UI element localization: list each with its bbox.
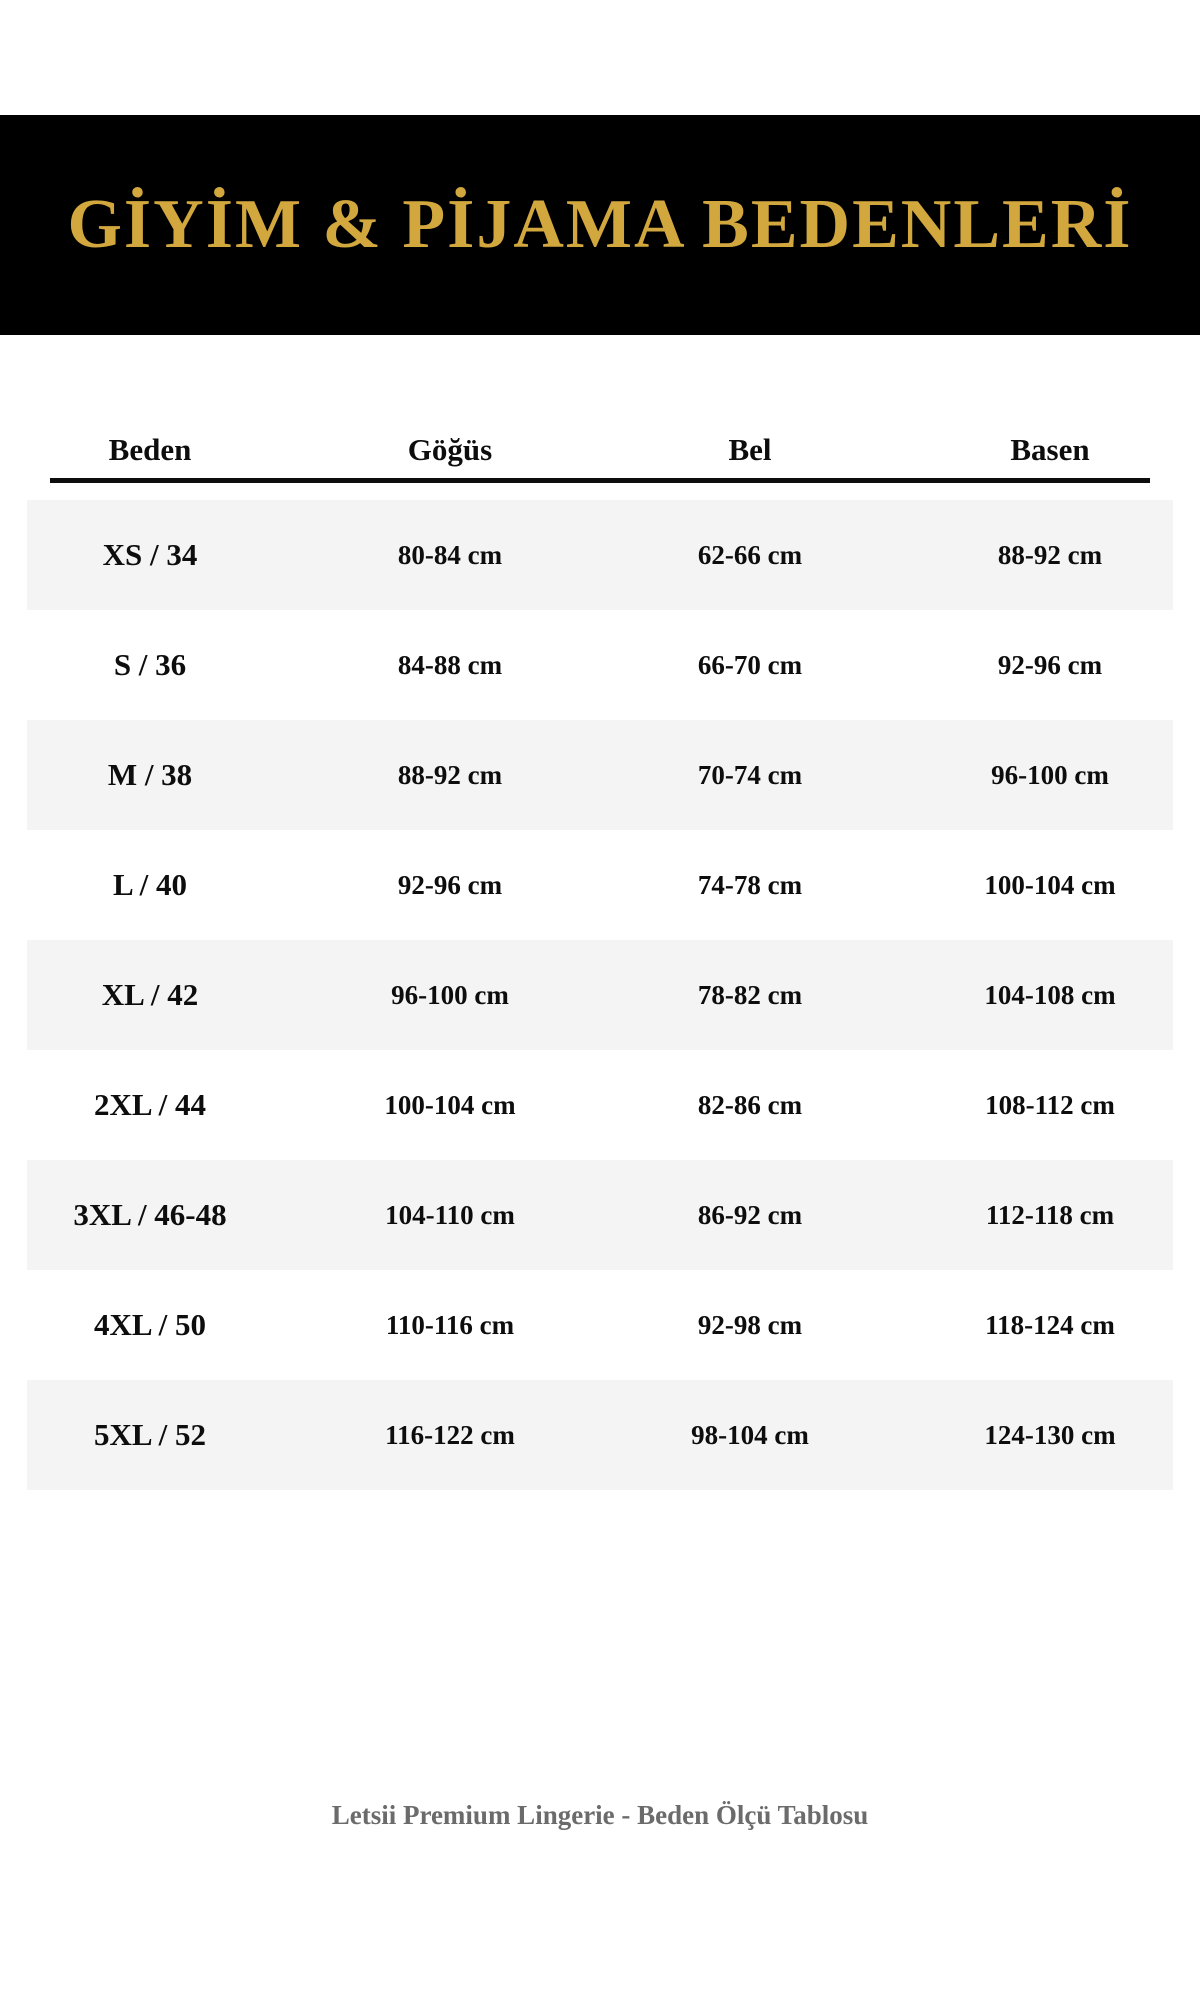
waist-cell: 74-78 cm bbox=[697, 869, 803, 900]
size-cell: 4XL / 50 bbox=[94, 1307, 206, 1342]
chest-cell: 92-96 cm bbox=[397, 869, 503, 900]
column-header-chest: Göğüs bbox=[407, 432, 493, 467]
table-row bbox=[0, 610, 1200, 720]
size-cell: M / 38 bbox=[107, 757, 193, 792]
waist-cell: 82-86 cm bbox=[697, 1089, 803, 1120]
table-header-row bbox=[0, 425, 1200, 475]
table-row bbox=[0, 1380, 1200, 1490]
waist-cell: 98-104 cm bbox=[691, 1419, 809, 1450]
table-row bbox=[0, 1270, 1200, 1380]
waist-cell: 62-66 cm bbox=[697, 539, 803, 570]
size-cell: 2XL / 44 bbox=[94, 1087, 206, 1122]
size-cell: XS / 34 bbox=[102, 537, 198, 572]
size-table-body bbox=[0, 500, 1200, 1490]
hips-cell: 88-92 cm bbox=[997, 539, 1103, 570]
chest-cell: 96-100 cm bbox=[391, 979, 509, 1010]
chest-cell: 104-110 cm bbox=[385, 1199, 515, 1230]
chest-cell: 88-92 cm bbox=[397, 759, 503, 790]
column-header-size: Beden bbox=[108, 432, 192, 467]
waist-cell: 70-74 cm bbox=[697, 759, 803, 790]
chest-cell: 116-122 cm bbox=[385, 1419, 515, 1450]
title-banner bbox=[0, 115, 1200, 335]
hips-cell: 104-108 cm bbox=[984, 979, 1116, 1010]
hips-cell: 100-104 cm bbox=[984, 869, 1116, 900]
hips-cell: 118-124 cm bbox=[985, 1309, 1115, 1340]
chest-cell: 80-84 cm bbox=[397, 539, 503, 570]
table-row bbox=[0, 500, 1200, 610]
size-cell: L / 40 bbox=[112, 867, 188, 902]
column-header-hips: Basen bbox=[1010, 432, 1090, 467]
chest-cell: 84-88 cm bbox=[397, 649, 503, 680]
footer bbox=[0, 1800, 1200, 1831]
table-row bbox=[0, 940, 1200, 1050]
waist-cell: 78-82 cm bbox=[697, 979, 803, 1010]
table-row bbox=[0, 1160, 1200, 1270]
chest-cell: 110-116 cm bbox=[385, 1309, 515, 1340]
hips-cell: 108-112 cm bbox=[985, 1089, 1115, 1120]
waist-cell: 66-70 cm bbox=[697, 649, 803, 680]
size-cell: S / 36 bbox=[113, 647, 187, 682]
page-title: GİYİM & PİJAMA BEDENLERİ bbox=[67, 186, 1133, 263]
hips-cell: 112-118 cm bbox=[985, 1199, 1115, 1230]
table-row bbox=[0, 830, 1200, 940]
header-divider bbox=[50, 478, 1150, 483]
size-cell: 3XL / 46-48 bbox=[73, 1197, 227, 1232]
footer-text: Letsii Premium Lingerie - Beden Ölçü Tablosu bbox=[331, 1800, 869, 1830]
waist-cell: 86-92 cm bbox=[697, 1199, 803, 1230]
hips-cell: 124-130 cm bbox=[984, 1419, 1116, 1450]
chest-cell: 100-104 cm bbox=[384, 1089, 516, 1120]
size-cell: XL / 42 bbox=[101, 977, 199, 1012]
table-row bbox=[0, 1050, 1200, 1160]
column-header-waist: Bel bbox=[728, 432, 772, 467]
table-row bbox=[0, 720, 1200, 830]
waist-cell: 92-98 cm bbox=[697, 1309, 803, 1340]
hips-cell: 92-96 cm bbox=[997, 649, 1103, 680]
size-cell: 5XL / 52 bbox=[94, 1417, 206, 1452]
hips-cell: 96-100 cm bbox=[991, 759, 1109, 790]
